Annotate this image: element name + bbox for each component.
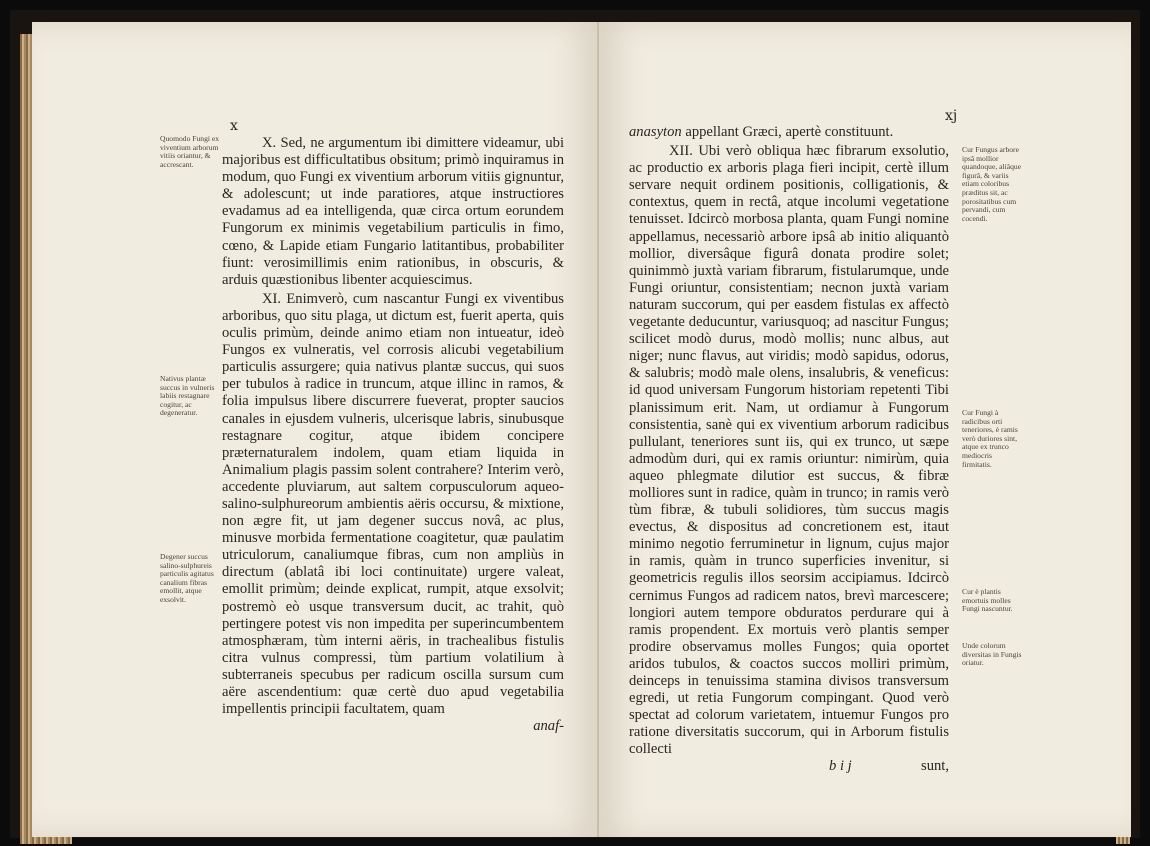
margin-note-r4: Unde colorum diversitas in Fungis oriatur. [962, 641, 1022, 668]
right-page [599, 22, 1131, 837]
paragraph-x: X. Sed, ne argumentum ibi dimittere videamur, ubi majoribus est difficultatibus obsitum; primò inquiramus in modum, quo Fungi ex viventium arborum vitiis gignuntur, & adolescunt; ut inde paratiores, atque instructiores evadamus ad ea intelligenda, quæ circa ortum eorundem Fungorum ex minimis vegetabilium particulis in fimo, cœno, & Lapide etiam Fungario latitantibus, probabiliter fiunt: verosimillimis enim rationibus, in obscuris, & arduis quæstionibus libenter acquiescimus. [222, 135, 564, 288]
first-line-rest: appellant Græci, apertè constituunt. [685, 124, 894, 140]
first-line [629, 124, 949, 141]
greek-term: anasyton [629, 124, 682, 140]
margin-note-r1: Cur Fungus arbore ipsâ mollior quandoque, aliâque figurâ, & variis etiam coloribus præditus sit, ac porositatibus cum pervandi, cum cocendi. [962, 145, 1022, 223]
right-text-column [629, 124, 949, 776]
margin-note-r2: Cur Fungi à radicibus orti teneriores, è ramis verò duriores sint, atque ex trunco mediocris firmitatis. [962, 408, 1018, 469]
folio-left: x [230, 118, 238, 134]
left-text-column [222, 135, 564, 735]
book-spread [10, 10, 1140, 838]
catchword-right: sunt, [921, 758, 949, 775]
paragraph-xii: XII. Ubi verò obliqua hæc fibrarum exsolutio, ac productio ex arboris plaga fieri incipit, certè illum servare nequit ordinem positionis, colligationis, & contextus, quem in rectâ, atque incolumi vegetatione tenuisset. Idcircò morbosa planta, quam Fungi nomine appellamus, necessariò arbore ipsâ ab initio aliquantò mollior, diversâque figurâ donata prodire solet; quinimmò juxtà variam fibrarum, fistularumque, unde Fungi oriuntur, consistentiam; necnon juxtà variam naturam succorum, qui per easdem fistulas ex affectò vegetante deducuntur, variusquoq; ad nascitur Fungus; scilicet modò durus, modò mollis; nunc albus, aut niger; nunc flavus, aut viridis; modò sapidus, odorus, & salubris; modò male olens, insalubris, & veneficus: id quod universam Fungorum historiam repetenti Tibi planissimum erit. Nam, ut ordiamur à Fungorum consistentia, sanè qui ex viventium arborum radicibus pullulant, teneriores sunt iis, qui ex trunco, ut sæpe admodùm duri, qui ex ramis oriuntur: nimirùm, quia aqueo phlegmate dilutior est succus, & fibræ molliores sunt in radice, quàm in trunco; in ramis verò tùm fibræ, & tubuli solidiores, tùm succus magis evectus, & dispositus ad concretionem est, itaut minimo negotio ferruminetur in lignum, cujus major in ramis, quàm in trunco superficies invenitur, si geometricis regulis illos seorsim accipiamus. Idcircò cernimus Fungos ad radicem natos, brevì marcescere; longiori autem tempore obduratos perdurare qui à ramis propendent. Ex mortuis verò plantis semper prodire observamus molles Fungos; quia oportet aridos tubulos, & coactos succos molliri primùm, deinceps in tenuissima stamina divisos transversum egredi, ut retia Fungorum compingant. Quod verò spectat ad colorum varietatem, intuemur Fungos pro ratione diversitatis succorum, qui in Arborum fistulis collecti [629, 143, 949, 758]
margin-note-1: Quomodo Fungi ex viventium arborum vitiis oriantur, & accrescant. [160, 134, 220, 169]
paragraph-xi: XI. Enimverò, cum nascantur Fungi ex viventibus arboribus, quo situ plaga, ut dictum est, fuerit aperta, quis oculis primùm, deinde animo etiam non intueatur, ideò Fungos ex vulneratis, vel corrosis alicubi vegetabilium particulis assurgere; quia nativus plantæ succus, qui suos per tubulos à radice in truncum, atque illinc in ramos, & folia impulsus libere discurrere fueverat, propter saucios canales in ejusdem vulneris, ulcerisque labris, sinubusque restagnare cogitur, atque ibidem concipere præternaturalem indolem, quam etiam liquida in Animalium plagis passim solent contrahere? Interim verò, accedente pluviarum, aut saltem corpusculorum aqueo-salino-sulphureorum ambientis aëris occursu, & mixtione, non ægre fit, ut jam degener succus novâ, ac plus, minusve morbida fermentatione coagitetur, quæ paulatim utriculorum, canaliumque fibras, cum non ampliùs in directum (ablatâ ibi loci continuitate) urgere valeat, emollit primùm; deinde explicat, rumpit, atque exsolvit; postremò eò usque transversum ducit, ac trahit, quò pertingere potest vis non impedita per superincumbentem atmosphæram, tùm interni aëris, in trachealibus fistulis citra vulnus compressi, tùm partium volatilium à subterraneis specubus per radicum oscilla sursum cum aëre ascendentium: quæ certè duo apud vegetabilia impellentis principii facultatem, quam [222, 290, 564, 718]
margin-note-r3: Cur è plantis emortuis molles Fungi nascuntur. [962, 587, 1013, 614]
left-page [32, 22, 599, 837]
footer-line [629, 758, 949, 776]
catchword-left: anaf- [533, 718, 564, 735]
folio-right: xj [945, 108, 958, 124]
margin-note-2: Nativus plantæ succus in vulneris labiis restagnare cogitur, ac degeneratur. [160, 374, 215, 418]
signature-mark: b i j [829, 758, 852, 775]
margin-note-3: Degener succus salino-sulphureis particulis agitatus canalium fibras emollit, atque exsolvit. [160, 552, 214, 604]
